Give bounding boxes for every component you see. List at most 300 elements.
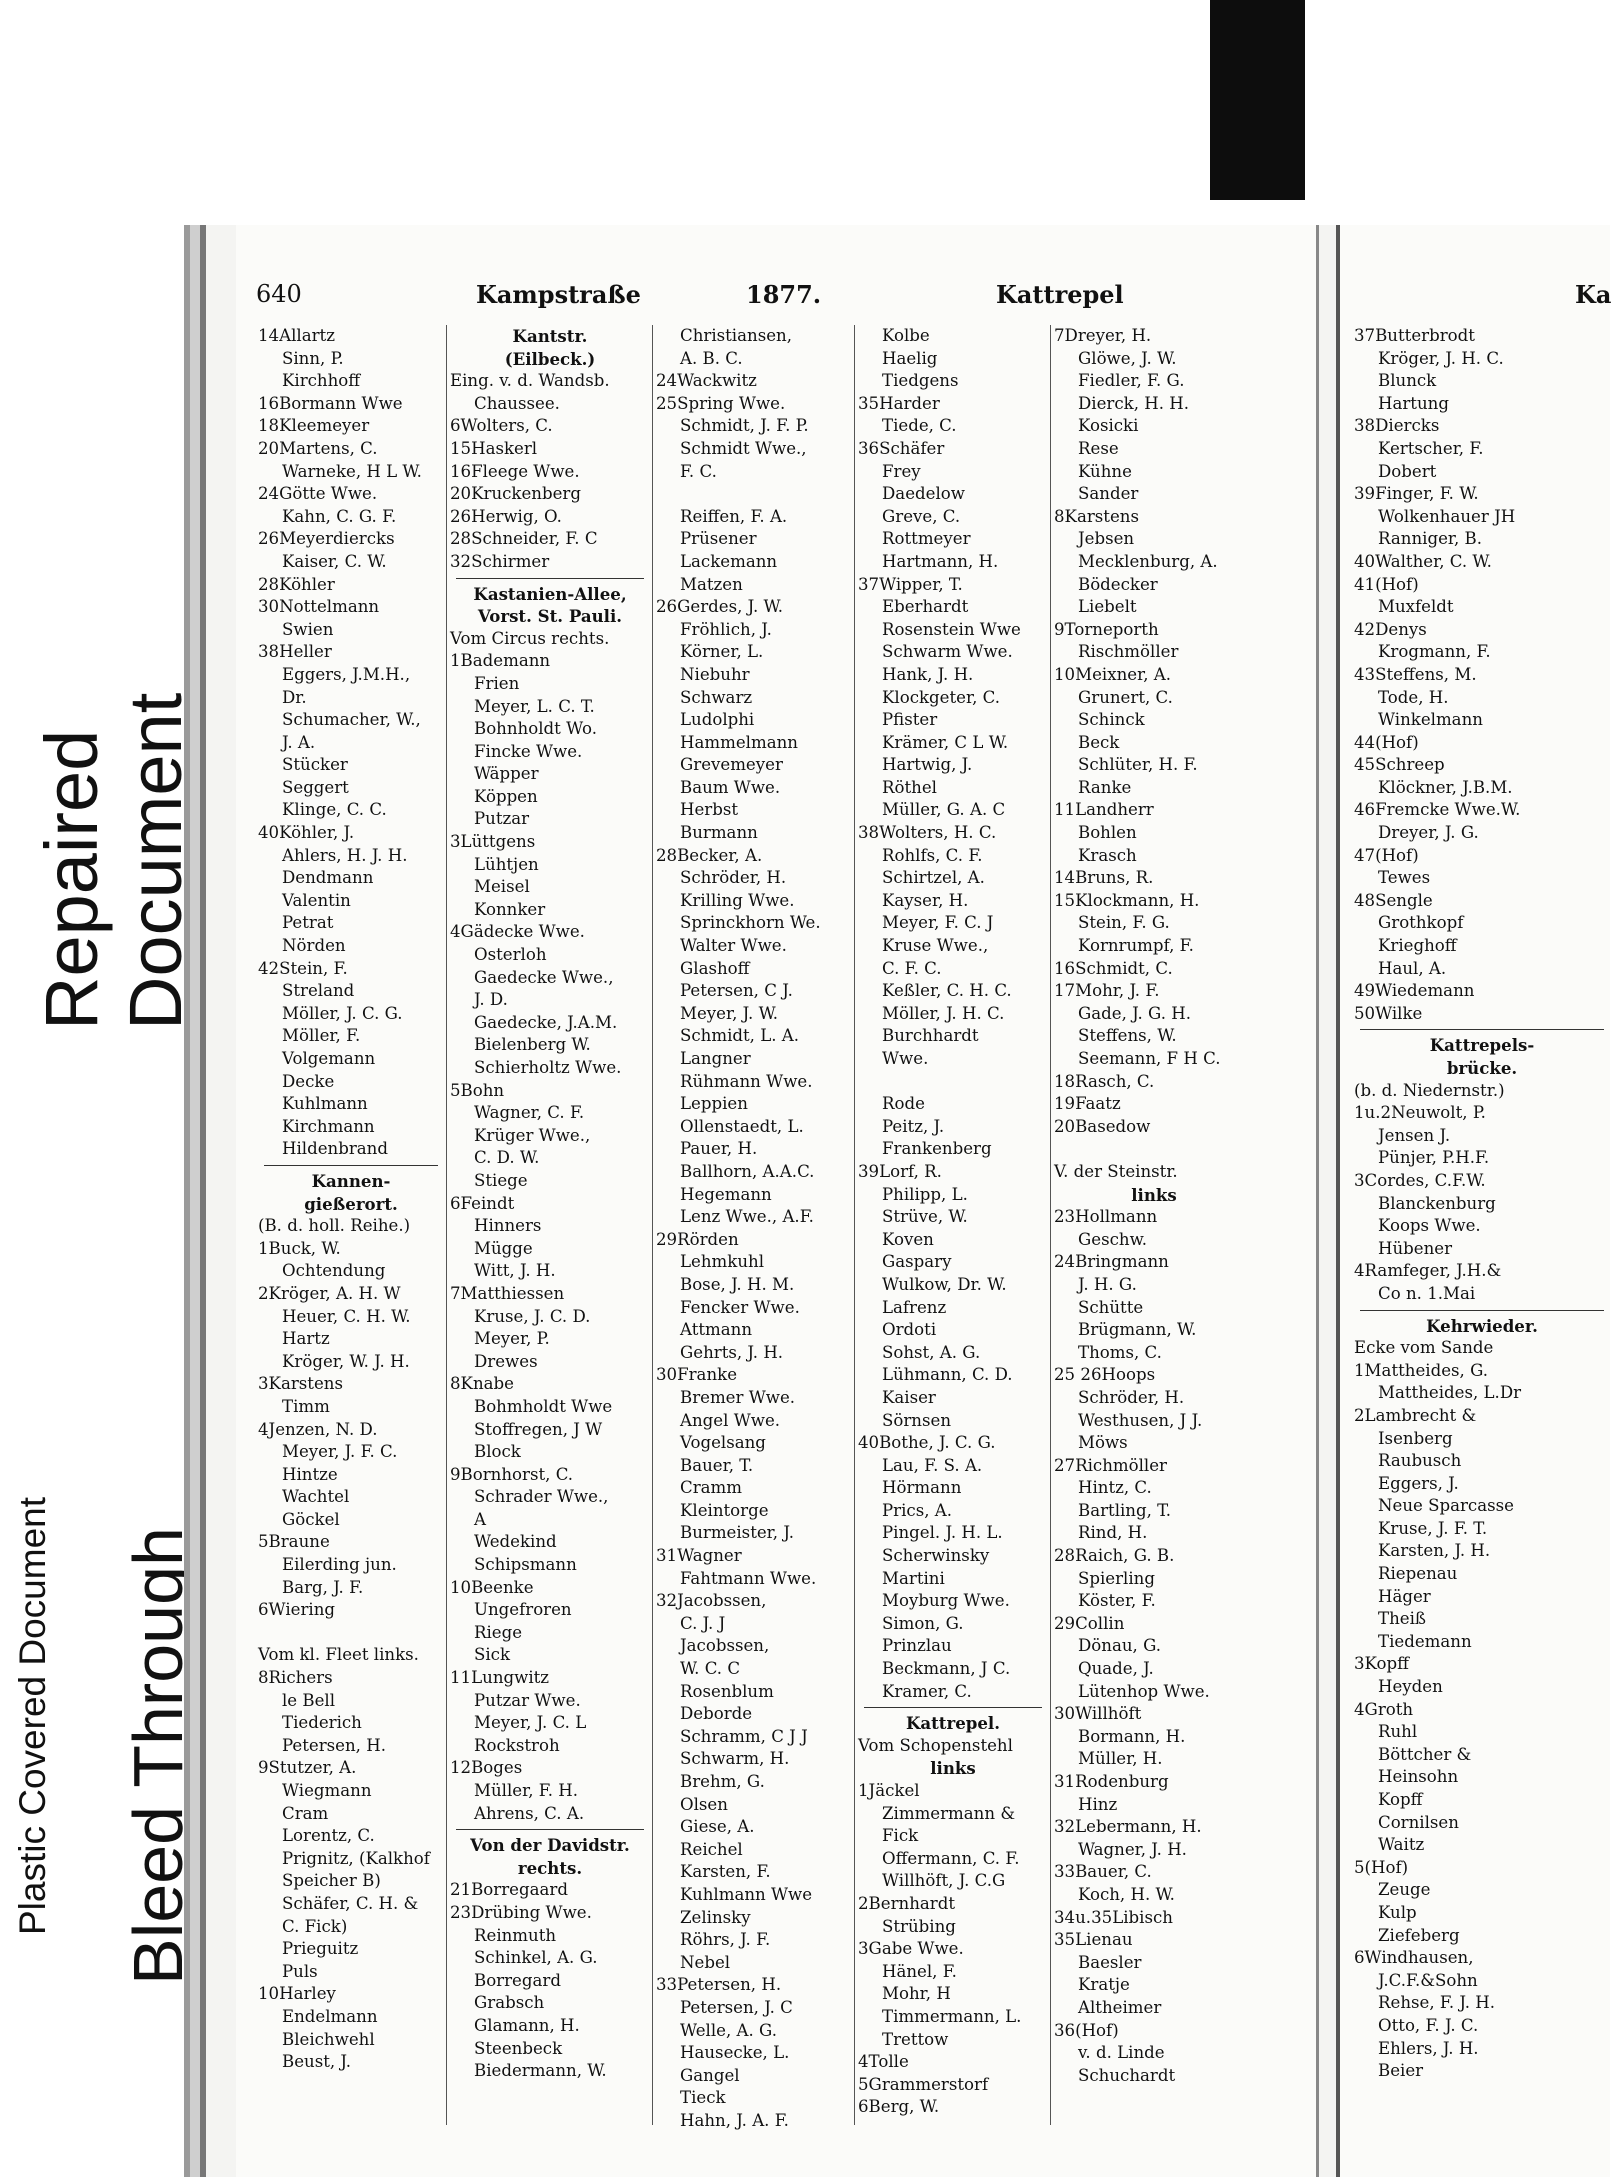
- directory-entry: Glöwe, J. W.: [1078, 348, 1177, 368]
- directory-entry: Biedermann, W.: [474, 2061, 607, 2081]
- directory-entry: Vom Circus rechts.: [450, 628, 610, 648]
- column-divider: [446, 325, 447, 2125]
- directory-entry: 4Groth: [1354, 1699, 1414, 1719]
- directory-entry: Klinge, C. C.: [282, 800, 387, 820]
- directory-entry: Kopff: [1378, 1790, 1423, 1809]
- directory-entry: 48Sengle: [1354, 890, 1433, 910]
- directory-entry: Koch, H. W.: [1078, 1884, 1175, 1904]
- directory-entry: Hartwig, J.: [882, 755, 973, 775]
- directory-entry: Liebelt: [1078, 597, 1137, 617]
- directory-entry: C. F. C.: [882, 958, 942, 978]
- directory-entry: Kirchmann: [282, 1116, 375, 1136]
- section-rule: [1360, 1029, 1604, 1030]
- directory-entry: Altheimer: [1078, 1997, 1162, 2017]
- directory-entry: Westhusen, J J.: [1078, 1410, 1203, 1430]
- directory-entry: 7Dreyer, H.: [1054, 326, 1152, 345]
- directory-entry: Röhrs, J. F.: [680, 1930, 771, 1950]
- directory-entry: 9Torneporth: [1054, 619, 1159, 639]
- directory-entry: 35Lienau: [1054, 1930, 1133, 1950]
- directory-entry: Matzen: [680, 574, 743, 594]
- directory-entry: Schmidt, J. F. P.: [680, 416, 809, 436]
- directory-entry: Häger: [1378, 1586, 1431, 1606]
- directory-entry: Schipsmann: [474, 1555, 577, 1575]
- directory-entry: Gaedecke Wwe.,: [474, 967, 614, 987]
- directory-entry: 6Feindt: [450, 1193, 515, 1213]
- directory-entry: Schrader Wwe.,: [474, 1487, 609, 1507]
- directory-entry: Ahlers, H. J. H.: [282, 845, 408, 865]
- directory-entry: 25Spring Wwe.: [656, 393, 786, 413]
- directory-entry: Schramm, C J J: [680, 1726, 808, 1746]
- directory-entry: Möller, F.: [282, 1026, 361, 1046]
- directory-entry: Tewes: [1378, 868, 1431, 888]
- directory-entry: Lorentz, C.: [282, 1826, 375, 1846]
- directory-entry: 11Lungwitz: [450, 1668, 550, 1688]
- directory-entry: Meyer, L. C. T.: [474, 696, 595, 716]
- directory-entry: Böttcher &: [1378, 1744, 1472, 1764]
- column-divider: [1050, 325, 1051, 2125]
- year-label: 1877.: [746, 280, 822, 309]
- directory-entry: Petersen, C J.: [680, 981, 793, 1001]
- directory-entry: Stoffregen, J W: [474, 1419, 603, 1439]
- directory-entry: Kröger, J. H. C.: [1378, 348, 1504, 368]
- directory-entry: Prüsener: [680, 529, 757, 549]
- directory-entry: Deborde: [680, 1704, 753, 1724]
- directory-entry: Burmann: [680, 823, 758, 843]
- directory-entry: Warneke, H L W.: [282, 461, 422, 481]
- directory-entry: Cram: [282, 1803, 329, 1823]
- directory-entry: Heuer, C. H. W.: [282, 1306, 411, 1326]
- directory-entry: Hartung: [1378, 393, 1449, 413]
- directory-entry: 1Buck, W.: [258, 1238, 341, 1258]
- directory-entry: 1Jäckel: [858, 1781, 920, 1800]
- directory-entry: W. C. C: [680, 1659, 741, 1679]
- directory-entry: 34u.35Libisch: [1054, 1907, 1173, 1927]
- directory-entry: (B. d. holl. Reihe.): [258, 1216, 411, 1236]
- directory-column-5: [1054, 325, 1254, 2087]
- directory-entry: Konnker: [474, 899, 546, 919]
- directory-entry: Bielenberg W.: [474, 1035, 591, 1055]
- directory-entry: Grabsch: [474, 1993, 545, 2013]
- directory-entry: Jebsen: [1078, 529, 1135, 549]
- directory-entry: Strüve, W.: [882, 1207, 968, 1227]
- directory-entry: Spierling: [1078, 1568, 1155, 1588]
- directory-entry: Bohmholdt Wwe: [474, 1396, 613, 1416]
- directory-entry: 24Bringmann: [1054, 1252, 1169, 1272]
- directory-entry: 1Bademann: [450, 651, 551, 671]
- directory-entry: v. d. Linde: [1078, 2043, 1165, 2063]
- directory-entry: Riepenau: [1378, 1564, 1458, 1584]
- directory-entry: [858, 1071, 1048, 1094]
- directory-entry: 3Cordes, C.F.W.: [1354, 1170, 1486, 1190]
- directory-entry: Swien: [282, 619, 334, 639]
- directory-entry: 7Matthiessen: [450, 1283, 565, 1303]
- page-number: 640: [256, 280, 302, 308]
- directory-entry: Tiedgens: [882, 371, 959, 391]
- directory-entry: Endelmann: [282, 2006, 378, 2026]
- directory-entry: Lehmkuhl: [680, 1252, 764, 1272]
- directory-entry: Bohnholdt Wo.: [474, 719, 598, 739]
- directory-entry: Christiansen,: [680, 326, 792, 345]
- directory-entry: Körner, L.: [680, 642, 764, 662]
- directory-entry: Ehlers, J. H.: [1378, 2038, 1479, 2058]
- directory-entry: Dobert: [1378, 461, 1437, 481]
- directory-entry: 47(Hof): [1354, 845, 1419, 865]
- directory-entry: Wiegmann: [282, 1781, 372, 1800]
- directory-entry: Röthel: [882, 777, 937, 797]
- directory-entry: Brehm, G.: [680, 1772, 765, 1791]
- directory-entry: [258, 1622, 444, 1645]
- directory-entry: 36Schäfer: [858, 438, 945, 458]
- directory-entry: Ollenstaedt, L.: [680, 1116, 804, 1136]
- street-heading: links: [930, 1758, 976, 1779]
- directory-entry: Co n. 1.Mai: [1378, 1283, 1476, 1303]
- directory-entry: Lau, F. S. A.: [882, 1455, 983, 1475]
- directory-entry: Frey: [882, 461, 921, 481]
- directory-entry: Fröhlich, J.: [680, 619, 772, 639]
- directory-entry: Quade, J.: [1078, 1659, 1154, 1679]
- directory-entry: Lafrenz: [882, 1297, 947, 1317]
- directory-entry: Grothkopf: [1378, 913, 1464, 933]
- directory-entry: Isenberg: [1378, 1428, 1453, 1448]
- directory-column-1: [258, 325, 444, 2074]
- directory-entry: Trettow: [882, 2029, 949, 2049]
- directory-entry: Sick: [474, 1645, 511, 1665]
- directory-entry: V. der Steinstr.: [1054, 1161, 1178, 1181]
- directory-entry: Offermann, C. F.: [882, 1848, 1020, 1868]
- directory-column-4: [858, 325, 1048, 2119]
- directory-entry: 28Raich, G. B.: [1054, 1546, 1175, 1566]
- directory-entry: Köster, F.: [1078, 1591, 1156, 1611]
- directory-entry: 1u.2Neuwolt, P.: [1354, 1103, 1486, 1123]
- repaired-document-label: [30, 693, 198, 1030]
- directory-entry: Scherwinsky: [882, 1546, 990, 1566]
- directory-entry: Peitz, J.: [882, 1116, 945, 1136]
- directory-entry: F. C.: [680, 461, 717, 481]
- directory-entry: Reichel: [680, 1839, 743, 1859]
- directory-entry: 29Collin: [1054, 1613, 1125, 1633]
- directory-entry: Nörden: [282, 936, 346, 956]
- street-heading: Von der Davidstr.: [470, 1835, 630, 1856]
- directory-entry: Gaspary: [882, 1252, 952, 1272]
- directory-entry: Simon, G.: [882, 1613, 964, 1633]
- directory-entry: Olsen: [680, 1794, 728, 1814]
- directory-entry: 33Bauer, C.: [1054, 1862, 1152, 1882]
- bleed-through-label: Bleed Through: [119, 1527, 197, 1985]
- directory-entry: Langner: [680, 1049, 751, 1068]
- directory-entry: Tode, H.: [1378, 687, 1449, 707]
- directory-entry: 42Denys: [1354, 619, 1427, 639]
- directory-entry: Ordoti: [882, 1320, 937, 1340]
- directory-entry: Stücker: [282, 755, 348, 775]
- directory-entry: Winkelmann: [1378, 710, 1483, 730]
- directory-entry: 8Richers: [258, 1668, 333, 1688]
- directory-entry: Martini: [882, 1568, 945, 1588]
- directory-entry: 20Martens, C.: [258, 438, 378, 458]
- street-heading: Vorst. St. Pauli.: [477, 606, 623, 627]
- directory-entry: Schwarm Wwe.: [882, 642, 1013, 662]
- directory-entry: Krogmann, F.: [1378, 642, 1491, 662]
- directory-entry: 26Meyerdiercks: [258, 529, 395, 549]
- directory-entry: Stiege: [474, 1170, 528, 1190]
- directory-entry: Prieguitz: [282, 1939, 359, 1959]
- directory-entry: 21Borregaard: [450, 1880, 568, 1900]
- directory-entry: 25 26Hoops: [1054, 1365, 1156, 1385]
- directory-entry: Meyer, F. C. J: [882, 913, 994, 933]
- directory-entry: Baesler: [1078, 1952, 1142, 1972]
- directory-entry: 50Wilke: [1354, 1003, 1423, 1023]
- directory-entry: Cramm: [680, 1478, 742, 1498]
- directory-entry: Timm: [282, 1396, 330, 1416]
- directory-entry: Puls: [282, 1961, 318, 1981]
- directory-entry: Blanckenburg: [1378, 1193, 1496, 1213]
- directory-entry: Riege: [474, 1622, 523, 1642]
- directory-entry: Rind, H.: [1078, 1523, 1148, 1543]
- directory-entry: Glashoff: [680, 958, 750, 978]
- right-page-header: [1340, 280, 1610, 316]
- directory-entry: Wedekind: [474, 1532, 557, 1552]
- section-rule: [456, 578, 644, 579]
- directory-entry: Bormann, H.: [1078, 1726, 1186, 1746]
- directory-entry: Giese, A.: [680, 1817, 755, 1837]
- directory-entry: 45Schreep: [1354, 755, 1445, 775]
- directory-entry: Brügmann, W.: [1078, 1320, 1197, 1340]
- directory-entry: Daedelow: [882, 484, 965, 504]
- directory-entry: 32Schirmer: [450, 551, 550, 571]
- directory-entry: Kulp: [1378, 1902, 1417, 1922]
- directory-entry: Kruse Wwe.,: [882, 936, 989, 956]
- directory-entry: Wulkow, Dr. W.: [882, 1274, 1007, 1294]
- directory-entry: Schwarz: [680, 687, 753, 707]
- directory-entry: Kirchhoff: [282, 371, 361, 391]
- directory-entry: Block: [474, 1442, 521, 1462]
- directory-entry: Meyer, P.: [474, 1329, 550, 1349]
- directory-entry: Ballhorn, A.A.C.: [680, 1161, 815, 1181]
- directory-entry: Heinsohn: [1378, 1767, 1459, 1787]
- street-heading: rechts.: [517, 1857, 583, 1878]
- directory-entry: Attmann: [680, 1320, 753, 1340]
- directory-entry: Barg, J. F.: [282, 1577, 364, 1597]
- directory-entry: 3Karstens: [258, 1374, 343, 1394]
- street-heading: (Eilbeck.): [504, 348, 596, 369]
- directory-entry: Schütte: [1078, 1297, 1144, 1317]
- directory-entry: Fencker Wwe.: [680, 1297, 800, 1317]
- directory-entry: Willhöft, J. C.G: [882, 1871, 1006, 1891]
- directory-entry: Schäfer, C. H. &: [282, 1893, 419, 1913]
- directory-entry: Schierholtz Wwe.: [474, 1058, 622, 1077]
- directory-entry: 6Windhausen,: [1354, 1948, 1474, 1968]
- section-rule: [264, 1165, 438, 1166]
- directory-entry: 15Haskerl: [450, 438, 538, 458]
- directory-entry: Streland: [282, 981, 355, 1001]
- column-divider: [652, 325, 653, 2125]
- directory-entry: 37Butterbrodt: [1354, 326, 1475, 345]
- directory-entry: Hartmann, H.: [882, 551, 999, 571]
- directory-entry: 40Köhler, J.: [258, 823, 355, 843]
- directory-entry: Haul, A.: [1378, 958, 1447, 978]
- directory-entry: Stein, F. G.: [1078, 913, 1170, 933]
- directory-entry: Lühtjen: [474, 854, 539, 874]
- directory-entry: Tiedemann: [1378, 1631, 1472, 1651]
- directory-entry: Möller, J. H. C.: [882, 1003, 1005, 1023]
- directory-entry: Angel Wwe.: [680, 1410, 781, 1430]
- directory-entry: Bremer Wwe.: [680, 1387, 796, 1407]
- directory-entry: 41(Hof): [1354, 574, 1419, 594]
- directory-entry: Moyburg Wwe.: [882, 1591, 1010, 1611]
- directory-entry: Steffens, W.: [1078, 1026, 1177, 1046]
- directory-entry: Meyer, J. C. L: [474, 1713, 587, 1733]
- directory-entry: Theiß: [1378, 1609, 1426, 1629]
- directory-entry: 26Gerdes, J. W.: [656, 597, 783, 617]
- directory-entry: Rottmeyer: [882, 529, 971, 549]
- directory-entry: 28Köhler: [258, 574, 335, 594]
- directory-entry: 39Finger, F. W.: [1354, 484, 1479, 504]
- directory-entry: 5Bohn: [450, 1080, 505, 1100]
- directory-entry: A: [474, 1509, 486, 1529]
- directory-entry: Petrat: [282, 913, 334, 933]
- directory-entry: J.C.F.&Sohn: [1378, 1970, 1478, 1990]
- directory-entry: Meyer, J. W.: [680, 1003, 779, 1023]
- directory-entry: Kruse, J. F. T.: [1378, 1518, 1488, 1538]
- directory-entry: Walter Wwe.: [680, 936, 787, 956]
- directory-entry: Timmermann, L.: [882, 2006, 1022, 2026]
- directory-entry: le Bell: [282, 1690, 336, 1710]
- directory-entry: Baum Wwe.: [680, 777, 781, 797]
- directory-entry: Wagner, C. F.: [474, 1103, 585, 1123]
- right-page: [1336, 225, 1610, 2177]
- directory-entry: Decke: [282, 1071, 335, 1091]
- directory-entry: 24Götte Wwe.: [258, 484, 378, 504]
- directory-entry: Dendmann: [282, 868, 374, 888]
- directory-entry: Leppien: [680, 1094, 748, 1114]
- directory-entry: Vom Schopenstehl: [858, 1735, 1013, 1755]
- directory-entry: Kratje: [1078, 1975, 1130, 1995]
- page-header: [236, 280, 1316, 316]
- directory-entry: Schuchardt: [1078, 2065, 1176, 2085]
- directory-entry: Muxfeldt: [1378, 597, 1454, 617]
- directory-entry: C. Fick): [282, 1916, 348, 1936]
- directory-entry: 49Wiedemann: [1354, 981, 1475, 1001]
- directory-entry: Bose, J. H. M.: [680, 1274, 795, 1294]
- directory-entry: Rohlfs, C. F.: [882, 845, 983, 865]
- directory-entry: Kahn, C. G. F.: [282, 506, 397, 526]
- directory-entry: Schinkel, A. G.: [474, 1948, 598, 1968]
- directory-entry: 10Beenke: [450, 1577, 534, 1597]
- directory-entry: Rühmann Wwe.: [680, 1071, 813, 1091]
- street-heading: gießerort.: [304, 1193, 398, 1214]
- directory-entry: Rode: [882, 1094, 925, 1114]
- directory-entry: Mügge: [474, 1238, 533, 1258]
- directory-entry: Sander: [1078, 484, 1139, 504]
- section-rule: [1360, 1310, 1604, 1311]
- directory-entry: Mattheides, L.Dr: [1378, 1383, 1522, 1403]
- directory-entry: Beier: [1378, 2061, 1424, 2081]
- directory-entry: Schinck: [1078, 710, 1145, 730]
- directory-entry: [656, 483, 852, 506]
- directory-entry: Jensen J.: [1378, 1125, 1451, 1145]
- directory-entry: Tiede, C.: [882, 416, 957, 436]
- directory-entry: Hübener: [1378, 1238, 1453, 1258]
- directory-entry: 4Tolle: [858, 2052, 909, 2072]
- directory-entry: Dönau, G.: [1078, 1636, 1162, 1656]
- directory-entry: 16Bormann Wwe: [258, 393, 403, 413]
- directory-entry: 24Wackwitz: [656, 371, 757, 391]
- directory-entry: 6Wiering: [258, 1600, 335, 1620]
- directory-entry: Hegemann: [680, 1184, 772, 1204]
- street-heading: Kehrwieder.: [1426, 1315, 1538, 1336]
- directory-entry: Fahtmann Wwe.: [680, 1568, 817, 1588]
- directory-entry: Putzar Wwe.: [474, 1690, 581, 1710]
- directory-entry: Eggers, J.: [1378, 1473, 1459, 1493]
- directory-entry: 9Bornhorst, C.: [450, 1464, 574, 1484]
- street-heading: Kastanien-Allee,: [473, 583, 627, 604]
- directory-entry: 4Gädecke Wwe.: [450, 922, 585, 942]
- directory-entry: Chaussee.: [474, 393, 560, 413]
- directory-entry: Petersen, H.: [282, 1735, 386, 1755]
- directory-entry: 20Basedow: [1054, 1116, 1151, 1136]
- directory-entry: J. H. G.: [1078, 1274, 1137, 1294]
- directory-entry: Pünjer, P.H.F.: [1378, 1148, 1490, 1168]
- directory-entry: Osterloh: [474, 945, 547, 965]
- directory-entry: Göckel: [282, 1509, 340, 1529]
- street-heading: brücke.: [1446, 1058, 1518, 1078]
- book-scan: [200, 225, 1611, 2177]
- directory-entry: Kuhlmann Wwe: [680, 1884, 813, 1904]
- directory-entry: 12Boges: [450, 1758, 523, 1778]
- directory-entry: 42Stein, F.: [258, 958, 348, 978]
- directory-entry: Fincke Wwe.: [474, 741, 583, 761]
- directory-entry: Mohr, H: [882, 1984, 951, 2004]
- directory-entry: 3Kopff: [1354, 1654, 1409, 1674]
- directory-entry: Rehse, F. J. H.: [1378, 1993, 1496, 2013]
- directory-entry: Eggers, J.M.H.,: [282, 664, 411, 684]
- directory-entry: Seggert: [282, 777, 349, 797]
- directory-entry: Greve, C.: [882, 506, 961, 526]
- directory-entry: Zimmermann &: [882, 1803, 1016, 1823]
- directory-entry: Lütenhop Wwe.: [1078, 1681, 1210, 1701]
- left-street-title: Kampstraße: [476, 280, 641, 309]
- directory-entry: Reiffen, F. A.: [680, 506, 788, 526]
- directory-column-2: [450, 325, 650, 2083]
- directory-entry: (b. d. Niedernstr.): [1354, 1080, 1505, 1100]
- directory-entry: Eing. v. d. Wandsb.: [450, 371, 610, 391]
- directory-entry: Putzar: [474, 809, 530, 829]
- directory-entry: Rosenstein Wwe: [882, 619, 1021, 639]
- directory-entry: Rockstroh: [474, 1735, 560, 1755]
- directory-entry: Hartz: [282, 1329, 330, 1349]
- directory-entry: Ungefroren: [474, 1600, 572, 1620]
- directory-entry: 10Harley: [258, 1984, 336, 2004]
- directory-entry: 5Grammerstorf: [858, 2074, 989, 2094]
- directory-entry: Kolbe: [882, 326, 930, 345]
- directory-entry: Schröder, H.: [1078, 1387, 1185, 1407]
- directory-entry: 26Herwig, O.: [450, 506, 562, 526]
- directory-entry: 6Berg, W.: [858, 2097, 940, 2117]
- right-page-title: Ka: [1575, 280, 1611, 309]
- directory-entry: 31Wagner: [656, 1546, 742, 1566]
- directory-entry: Nebel: [680, 1952, 731, 1972]
- directory-entry: Dreyer, J. G.: [1378, 823, 1479, 843]
- directory-entry: 33Petersen, H.: [656, 1975, 782, 1995]
- directory-entry: Kröger, W. J. H.: [282, 1351, 410, 1371]
- repaired-word: Repaired: [30, 729, 113, 1030]
- directory-entry: Geschw.: [1078, 1229, 1148, 1249]
- directory-entry: Seemann, F H C.: [1078, 1049, 1221, 1068]
- directory-entry: 44(Hof): [1354, 732, 1419, 752]
- directory-entry: Pauer, H.: [680, 1139, 758, 1159]
- directory-entry: 40Walther, C. W.: [1354, 551, 1492, 571]
- directory-entry: Lenz Wwe., A.F.: [680, 1207, 814, 1227]
- directory-entry: Frien: [474, 673, 520, 693]
